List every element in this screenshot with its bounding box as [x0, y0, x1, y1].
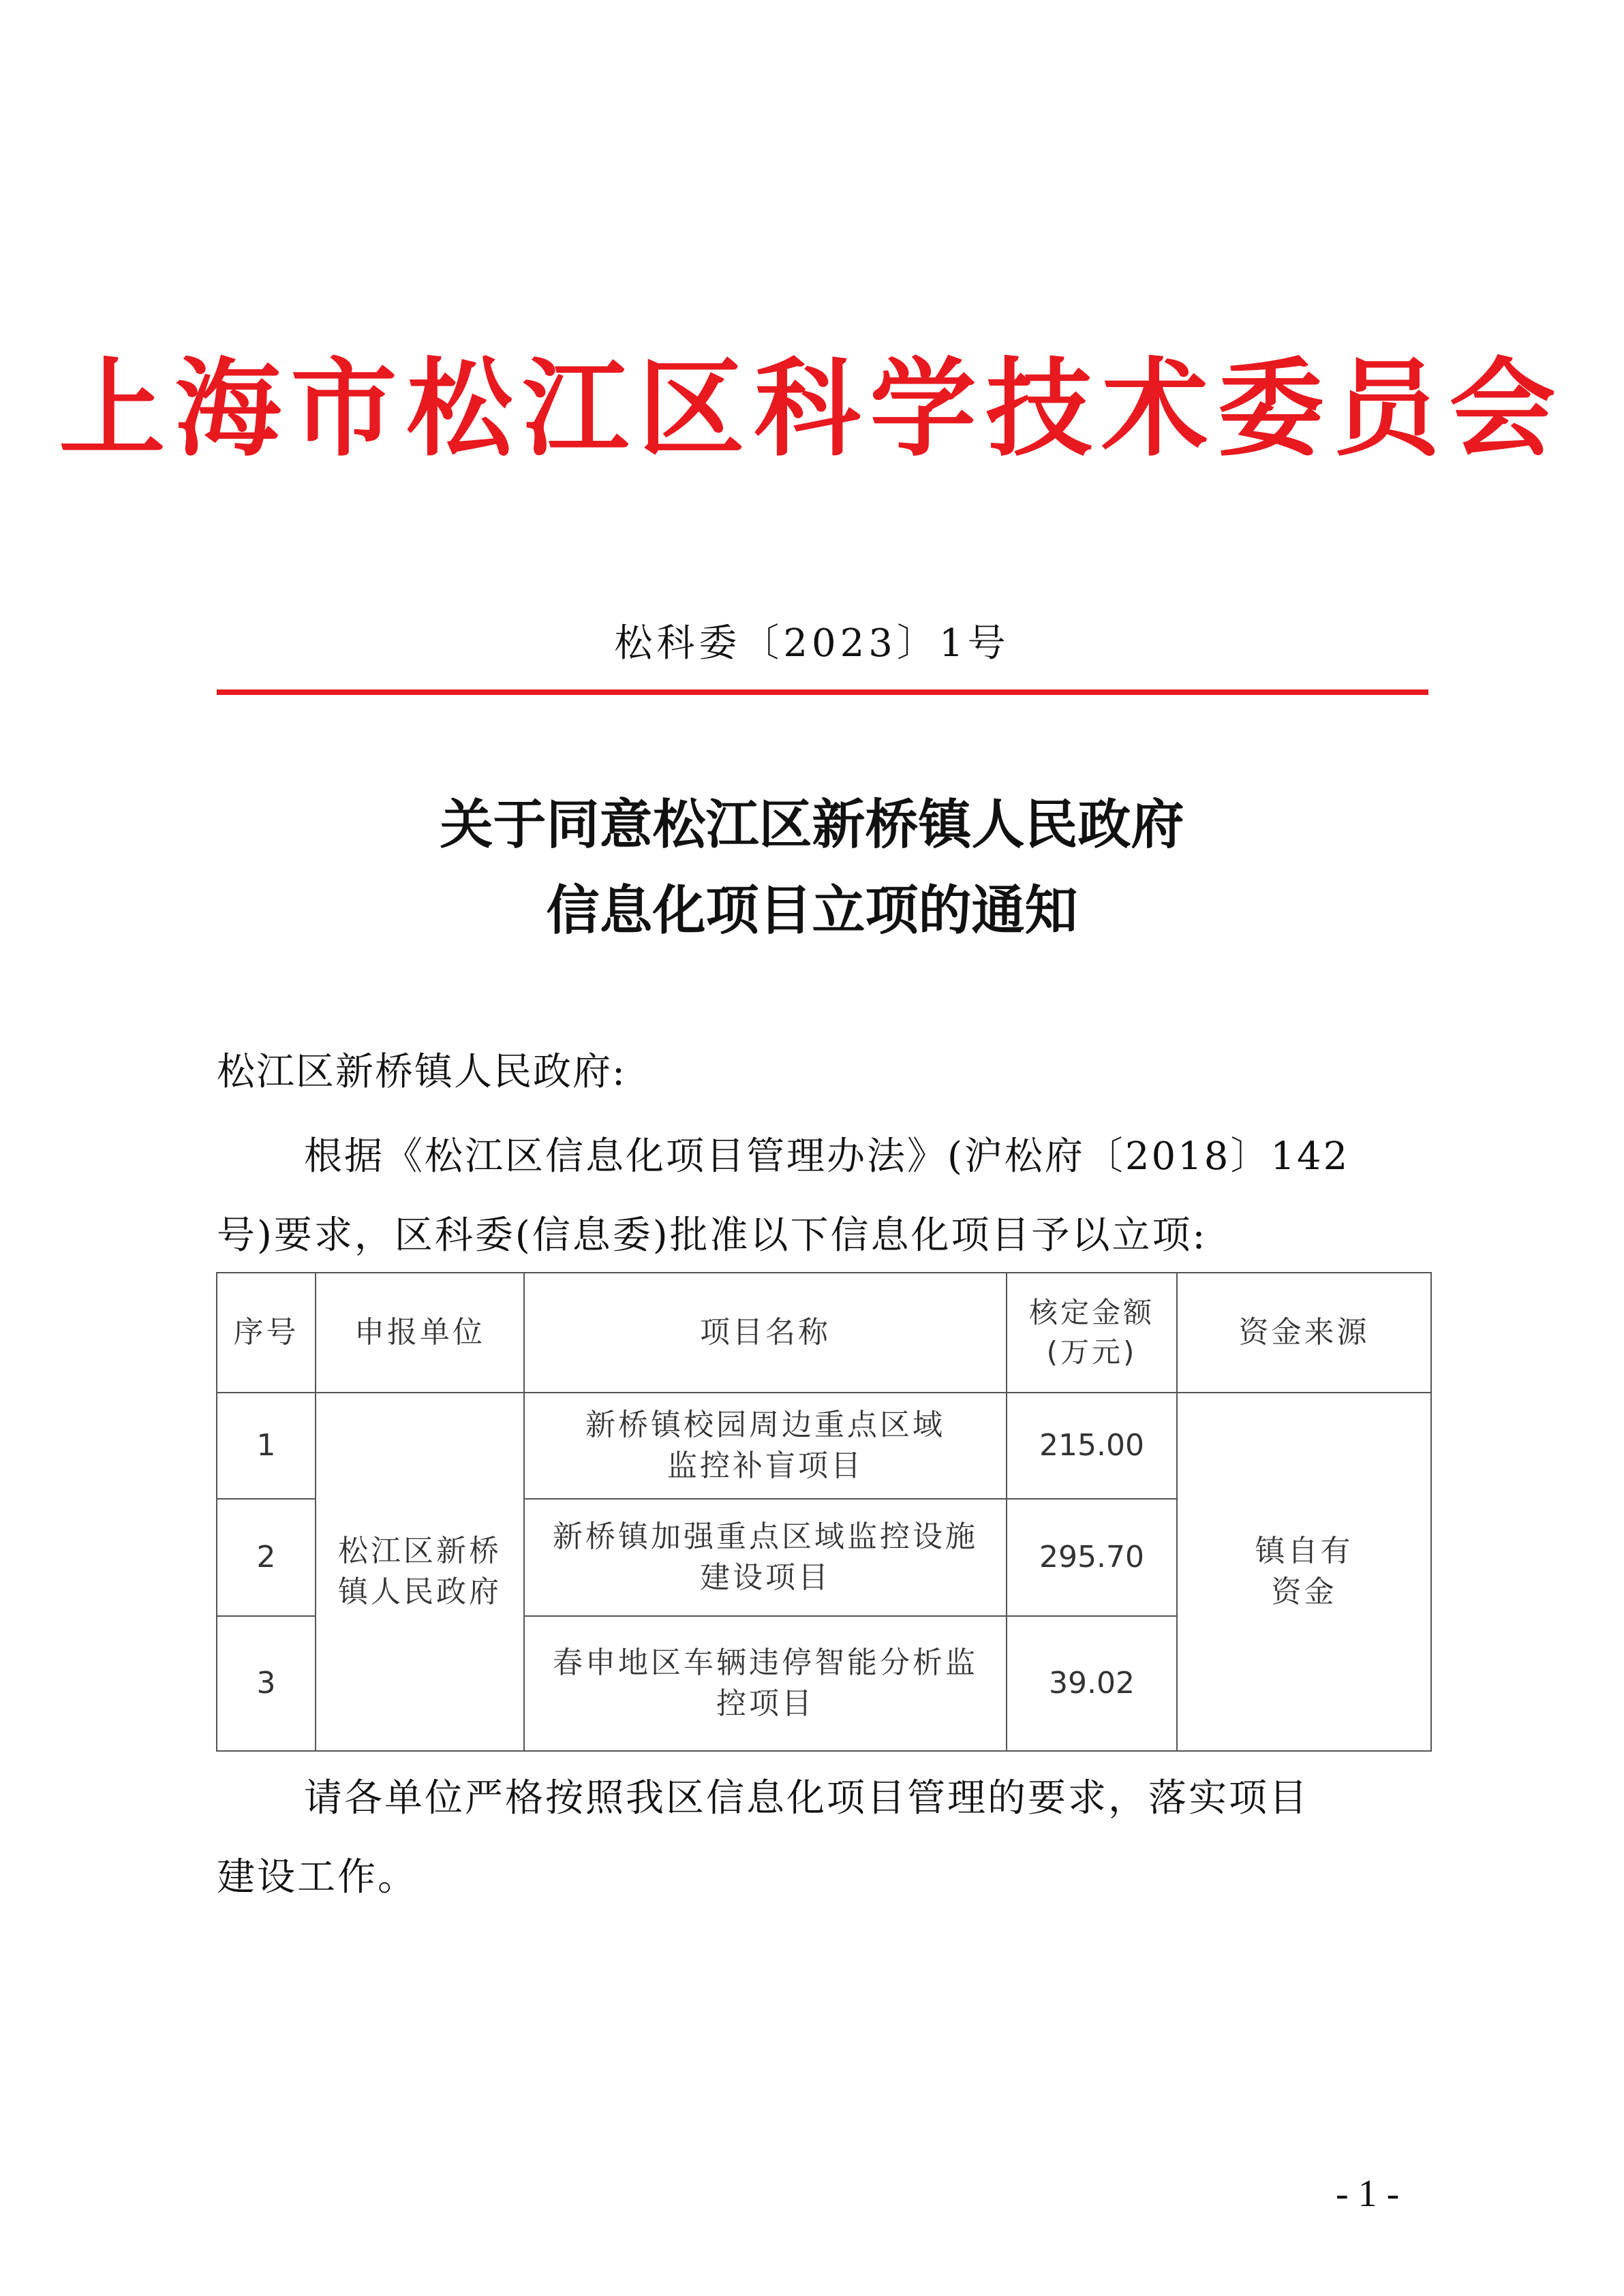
- row-3-project-name: [524, 1616, 1007, 1751]
- agency-name-heading: 上海市松江区科学技术委员会: [59, 346, 1565, 471]
- row-2-project-name-line-1: 新桥镇加强重点区域监控设施: [553, 1519, 978, 1554]
- paragraph-approval-line-2: 号)要求，区科委(信息委)批准以下信息化项目予以立项:: [217, 1213, 1208, 1258]
- paragraph-requirement: [217, 1759, 1430, 1917]
- header-amount: [1007, 1273, 1177, 1393]
- row-3-seq: 3: [217, 1616, 316, 1751]
- row-1-amount: 215.00: [1007, 1393, 1177, 1499]
- row-1-project-name-line-2: 监控补盲项目: [667, 1448, 863, 1483]
- notice-title: [0, 782, 1624, 954]
- paragraph-approval: [217, 1117, 1430, 1275]
- header-unit: 申报单位: [316, 1273, 524, 1393]
- funding-source-cell: [1177, 1393, 1431, 1751]
- row-3-amount: 39.02: [1007, 1616, 1177, 1751]
- header-amount-line-1: 核定金额: [1028, 1296, 1154, 1329]
- table-header-row: [217, 1273, 1431, 1393]
- paragraph-requirement-line-2: 建设工作。: [217, 1855, 418, 1899]
- notice-title-line-1: 关于同意松江区新桥镇人民政府: [440, 794, 1184, 856]
- header-amount-line-2: (万元): [1046, 1335, 1137, 1369]
- red-divider-line: [217, 689, 1428, 695]
- row-1-seq: 1: [217, 1393, 316, 1499]
- funding-source-line-2: 资金: [1271, 1574, 1337, 1609]
- header-source: 资金来源: [1177, 1273, 1431, 1393]
- salutation: 松江区新桥镇人民政府:: [217, 1050, 626, 1094]
- paragraph-approval-line-1: 根据《松江区信息化项目管理办法》(沪松府〔2018〕142: [304, 1134, 1350, 1179]
- row-2-project-name-line-2: 建设项目: [700, 1560, 831, 1595]
- applicant-unit-line-2: 镇人民政府: [338, 1574, 502, 1609]
- page-number: - 1 -: [1336, 2173, 1400, 2215]
- row-2-seq: 2: [217, 1499, 316, 1616]
- applicant-unit-line-1: 松江区新桥: [338, 1534, 502, 1568]
- project-table: [216, 1272, 1432, 1752]
- paragraph-requirement-line-1: 请各单位严格按照我区信息化项目管理的要求，落实项目: [304, 1776, 1309, 1820]
- applicant-unit-cell: [316, 1393, 524, 1751]
- header-project: 项目名称: [524, 1273, 1007, 1393]
- header-seq: 序号: [217, 1273, 316, 1393]
- table-row: [217, 1393, 1431, 1499]
- funding-source-line-1: 镇自有: [1255, 1534, 1353, 1568]
- row-3-project-name-line-2: 控项目: [716, 1686, 814, 1721]
- row-3-project-name-line-1: 春申地区车辆违停智能分析监: [553, 1645, 978, 1680]
- document-number: 松科委〔2023〕1号: [614, 621, 1010, 666]
- row-2-amount: 295.70: [1007, 1499, 1177, 1616]
- notice-title-line-2: 信息化项目立项的通知: [546, 880, 1078, 942]
- row-2-project-name: [524, 1499, 1007, 1616]
- row-1-project-name-line-1: 新桥镇校园周边重点区域: [585, 1408, 945, 1442]
- row-1-project-name: [524, 1393, 1007, 1499]
